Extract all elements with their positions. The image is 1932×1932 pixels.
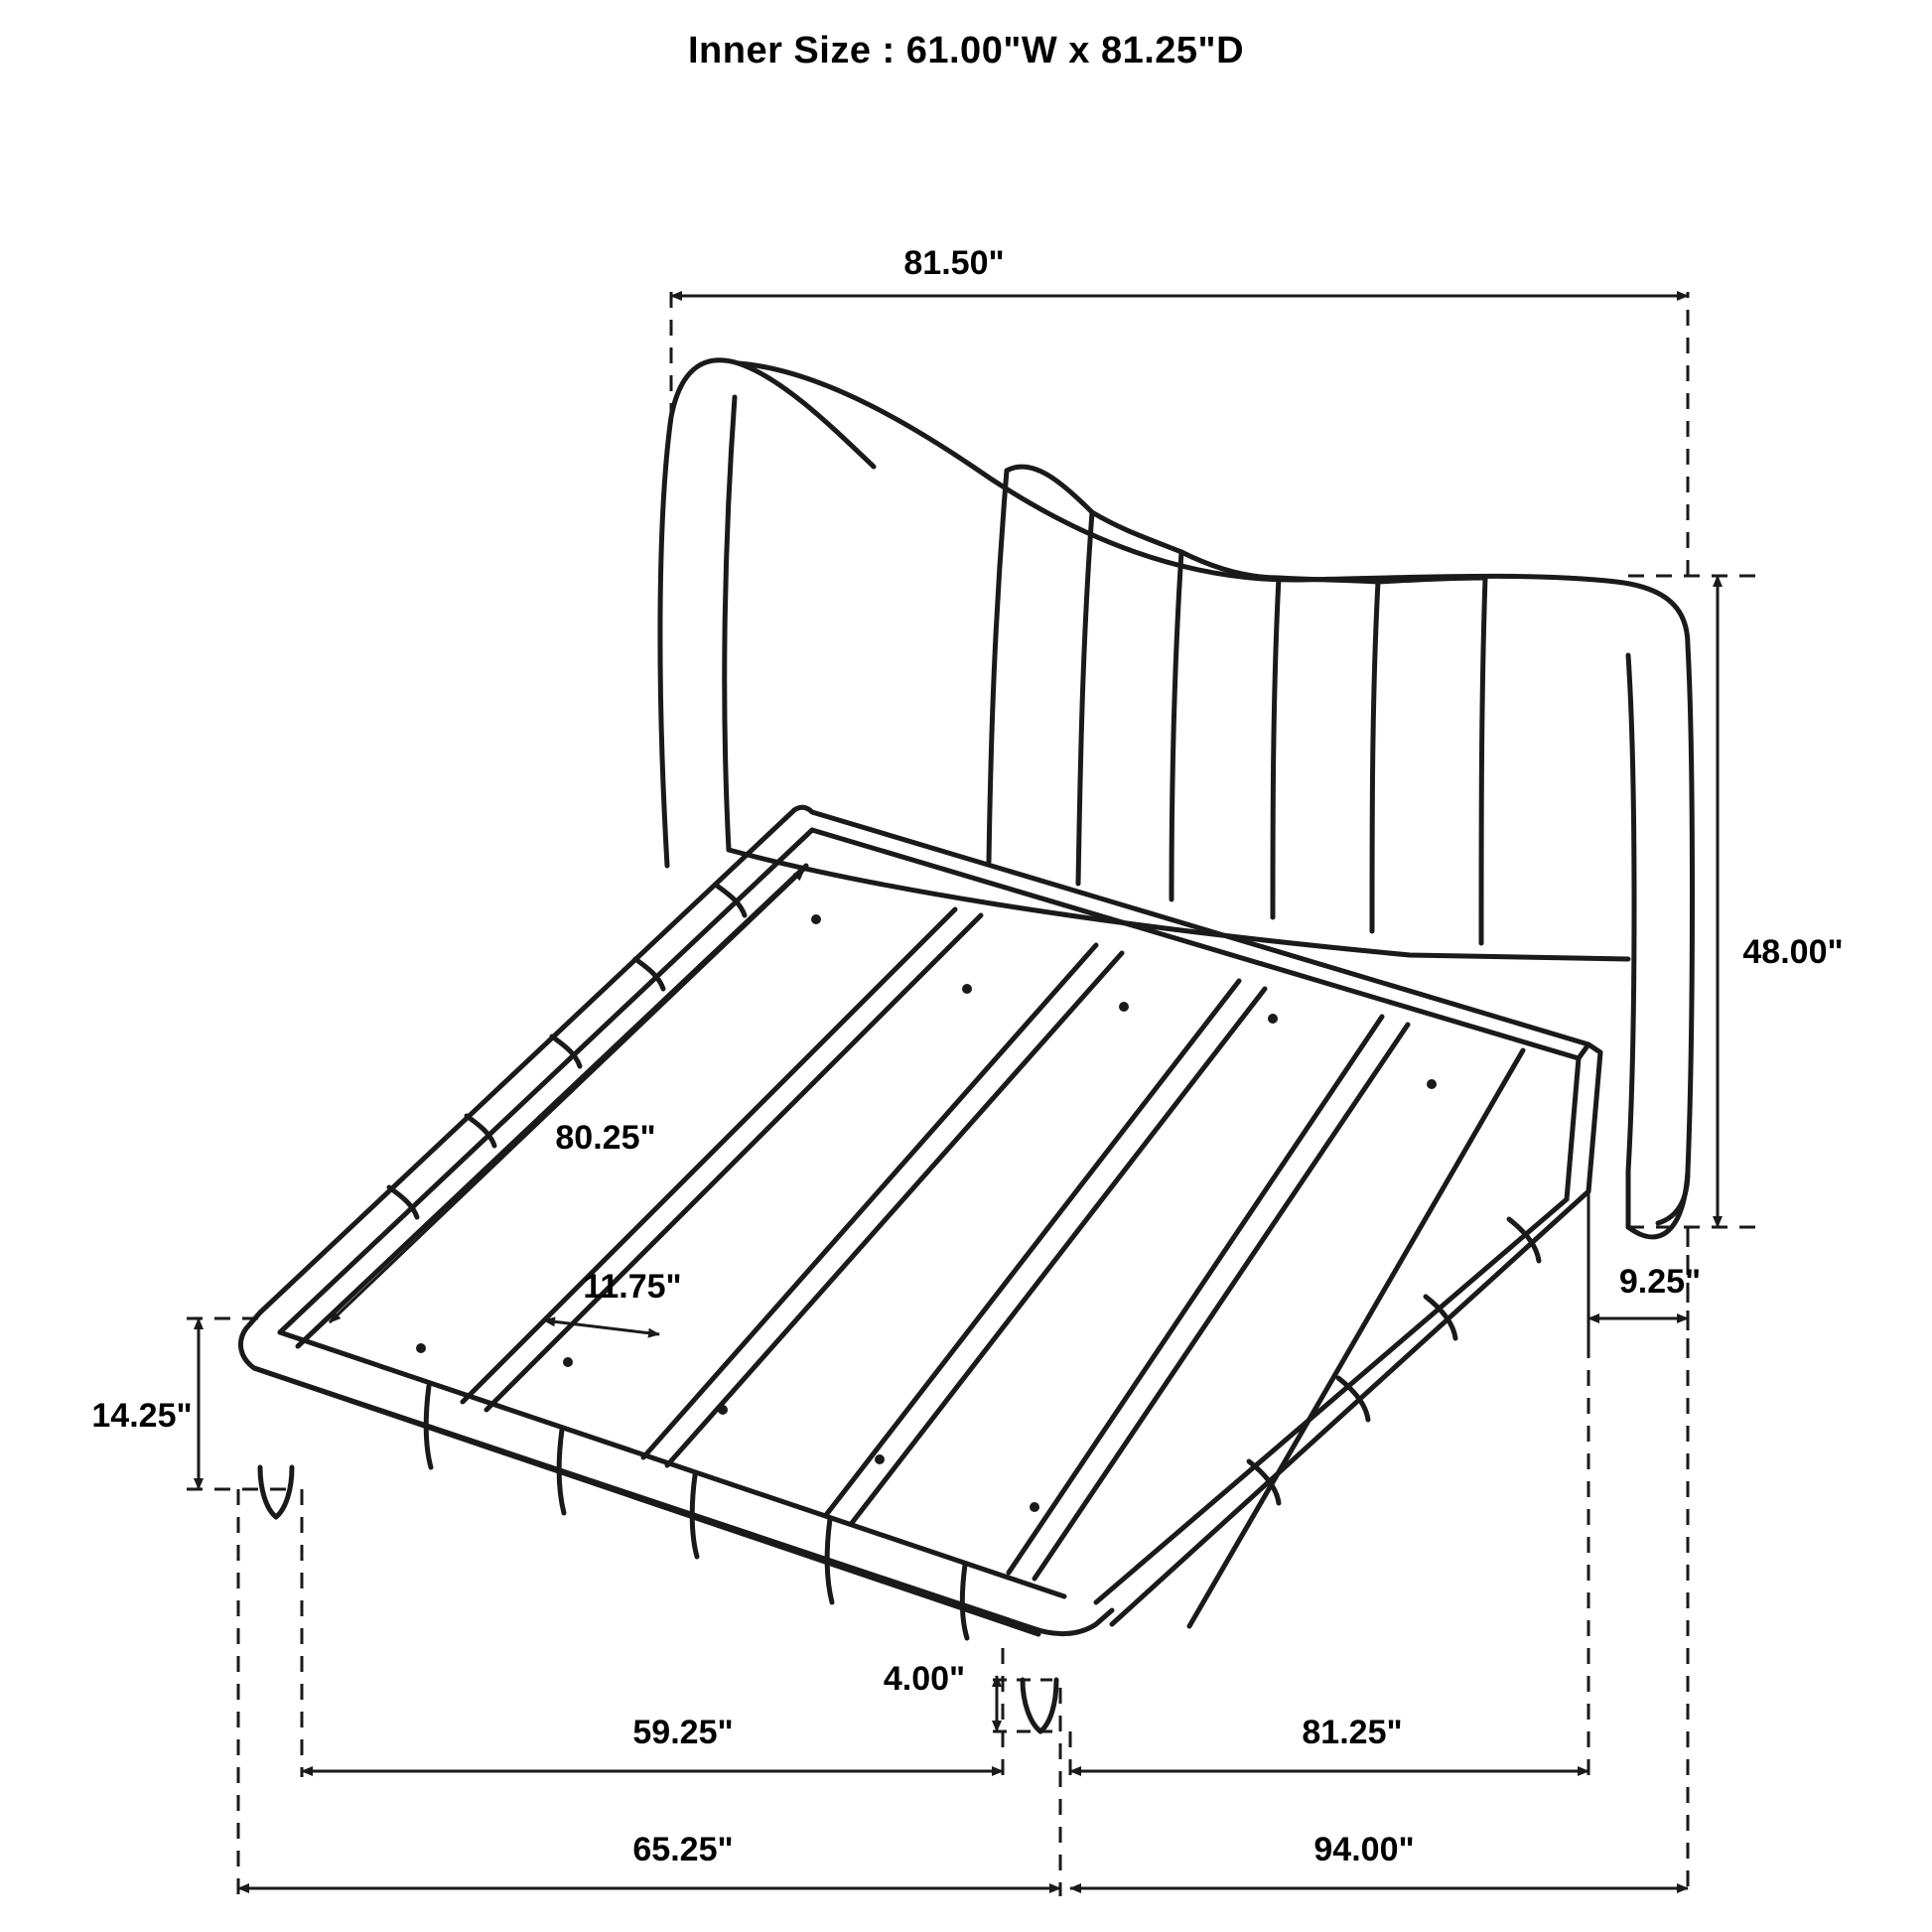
dim-overall-width-top (671, 292, 1688, 576)
dim-slat-run-length (330, 870, 804, 1322)
dim-extension-lines (238, 1203, 1688, 1896)
bed-frame (240, 807, 1600, 1638)
dim-label-headboard-depth-offset: 9.25" (1618, 1263, 1702, 1301)
dim-label-side-rail-length: 81.25" (1302, 1714, 1403, 1751)
dim-label-overall-width-top: 81.50" (903, 244, 1005, 282)
bed-outline (240, 360, 1692, 1731)
page-title: Inner Size : 61.00"W x 81.25"D (687, 30, 1245, 71)
dim-label-headboard-height: 48.00" (1742, 933, 1844, 971)
dim-label-slat-spacing: 11.75" (583, 1268, 682, 1306)
slat-deck (298, 866, 1523, 1626)
dim-label-footboard-width: 59.25" (632, 1714, 734, 1751)
dim-label-slat-run-length: 80.25" (555, 1119, 656, 1157)
dim-label-overall-width-bottom: 65.25" (632, 1831, 734, 1868)
dim-label-frame-height: 14.25" (91, 1397, 193, 1435)
dimension-lines (187, 292, 1759, 1896)
dim-label-leg-height: 4.00" (883, 1660, 966, 1698)
dim-label-overall-length-bottom: 94.00" (1313, 1831, 1415, 1868)
